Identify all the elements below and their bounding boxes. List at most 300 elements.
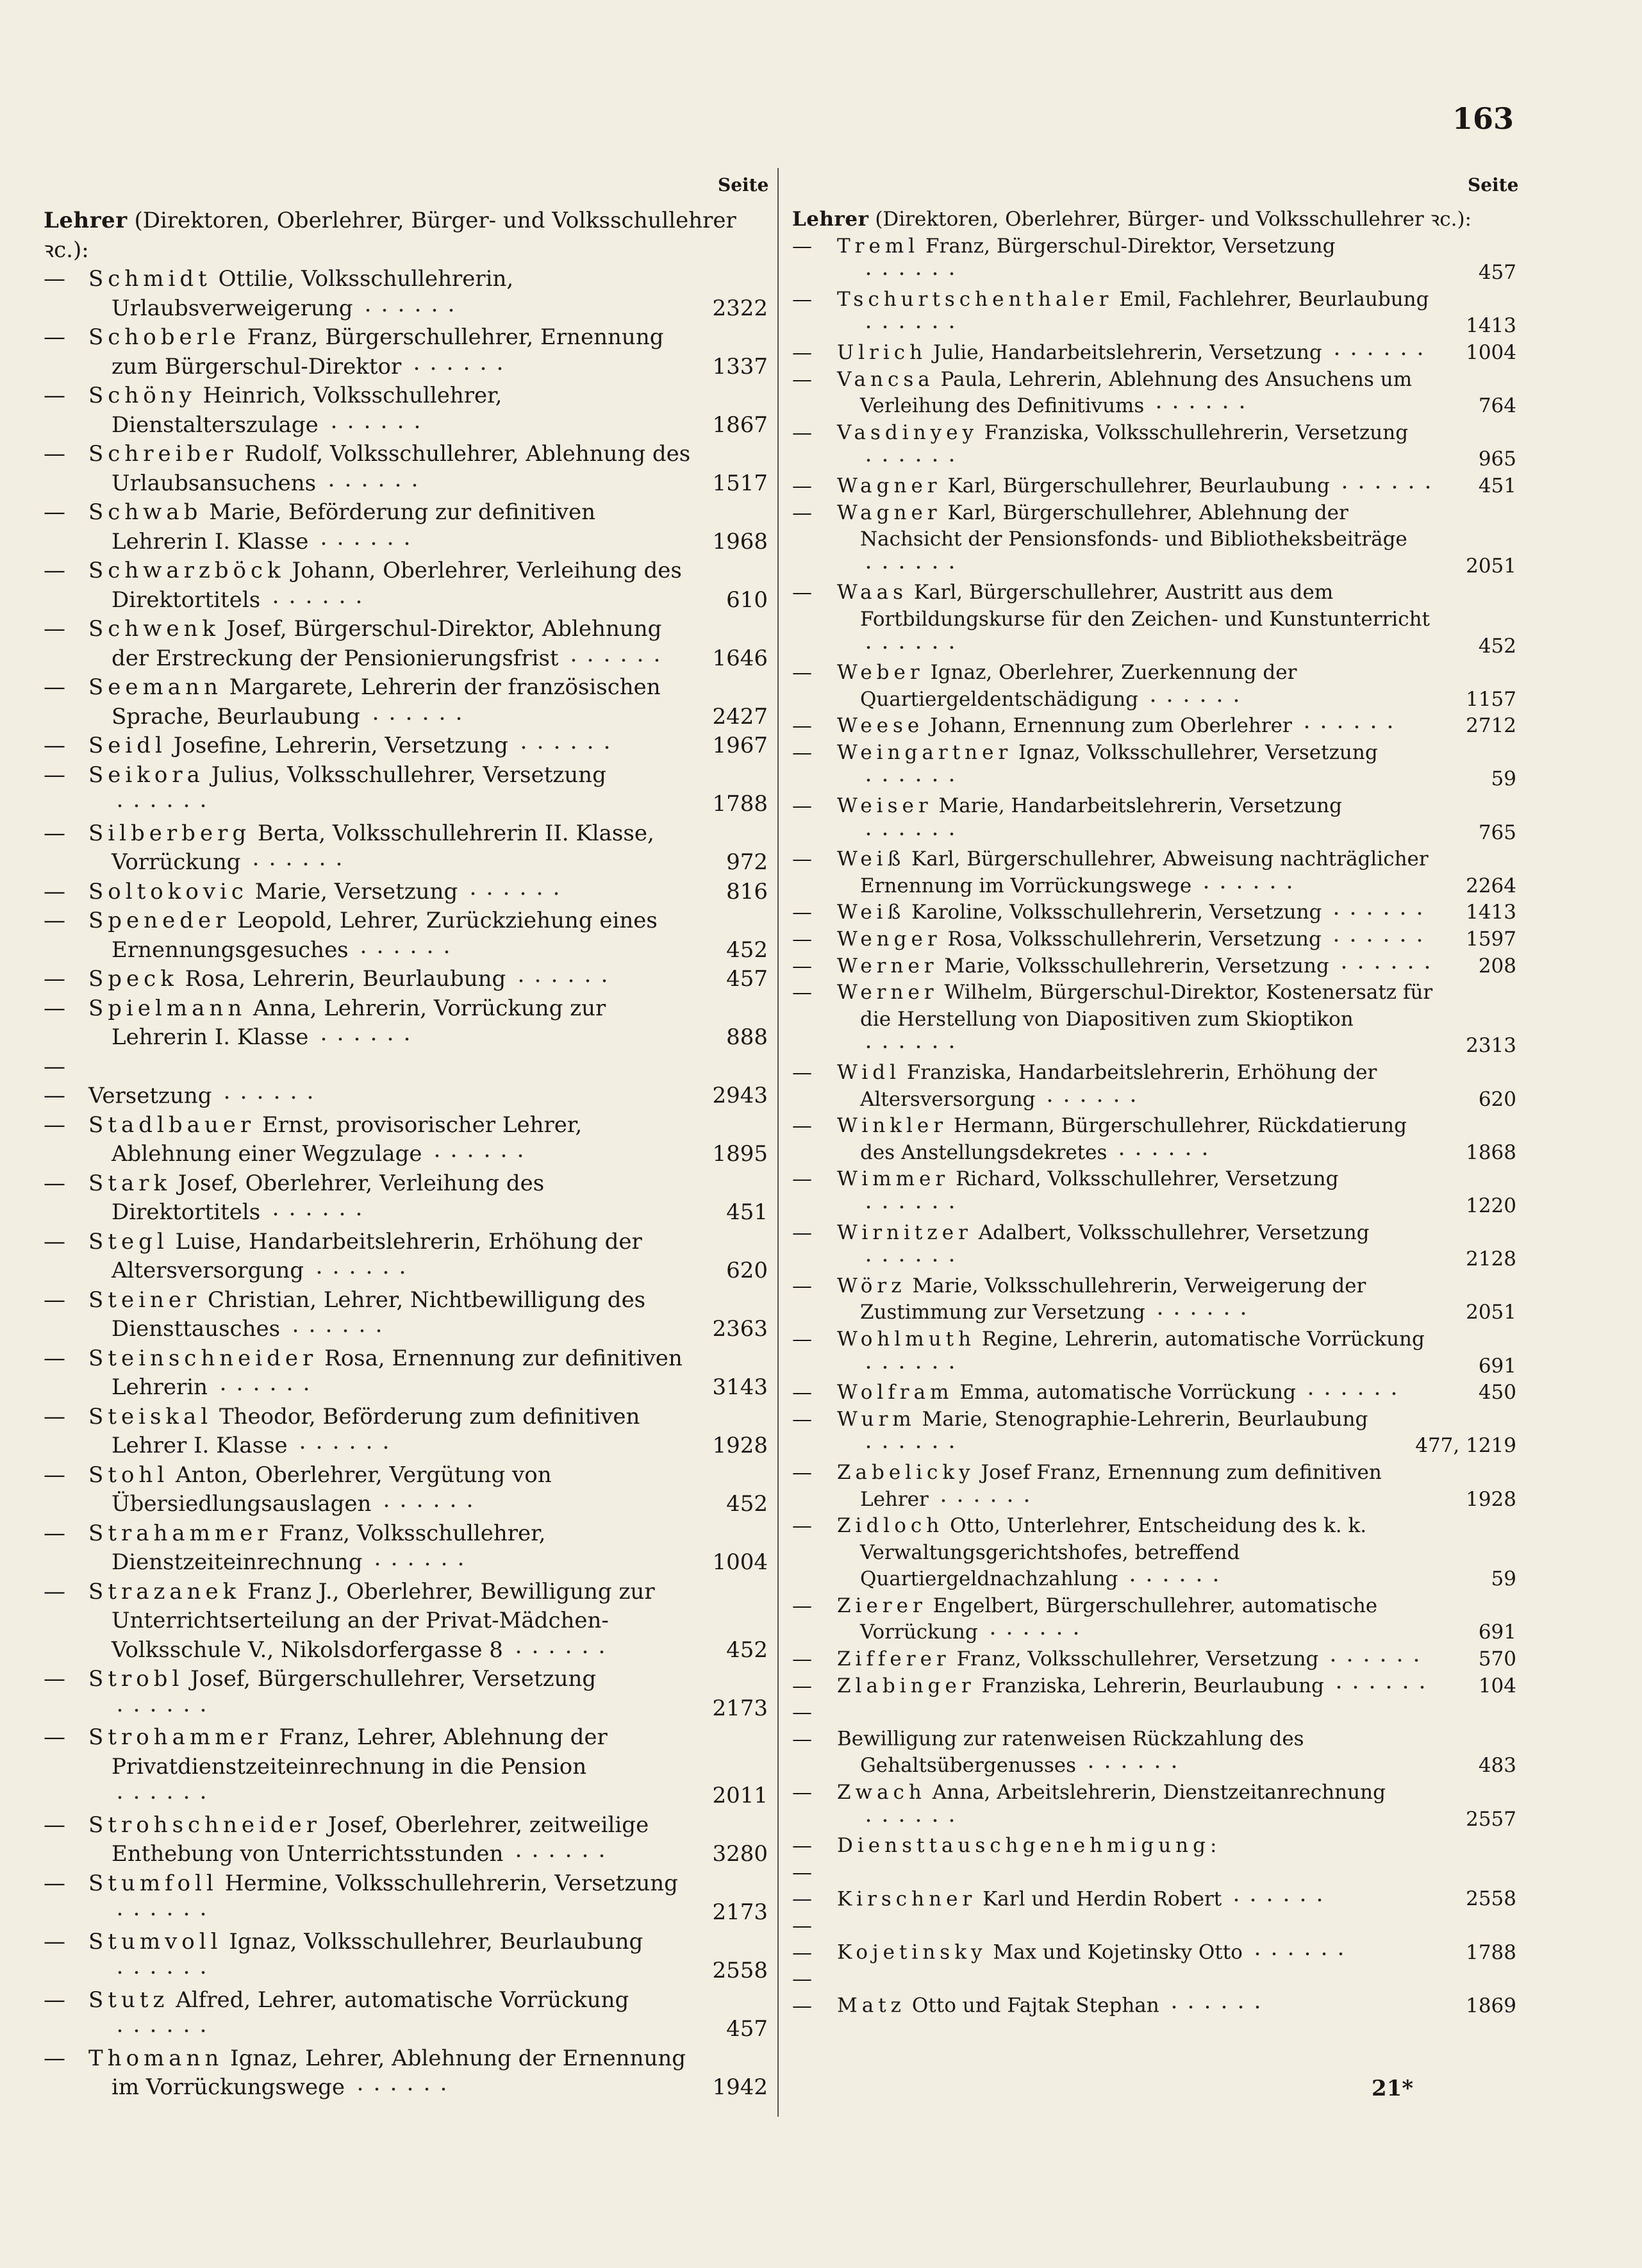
entry-text: Franz, Bürgerschul-Direktor, Versetzung (925, 234, 1336, 258)
dot-leader (860, 1439, 963, 1452)
entry-text: Max und Kojetinsky Otto (993, 1940, 1243, 1964)
page-reference: 2264 (1466, 874, 1516, 897)
entry-dash: — (44, 441, 65, 467)
entry-body (44, 1811, 692, 1869)
entry-text: Leopold, Lehrer, Zurückziehung eines Ernennungsgesuches (112, 908, 658, 963)
entry-surname: Steiner (88, 1287, 201, 1313)
dot-leader (112, 1703, 214, 1715)
entry-dash: — (792, 714, 812, 738)
index-entry (792, 233, 1516, 287)
dot-leader (112, 1790, 214, 1803)
dot-leader (1041, 1093, 1144, 1106)
entry-surname: Stegl (88, 1228, 169, 1255)
dot-leader (112, 1965, 214, 1978)
entry-text: Josef, Bürgerschul-Direktor, Ablehnung der Erstreckung der Pensionierungsfrist (112, 616, 662, 671)
page-reference: 2128 (1466, 1247, 1516, 1271)
index-entry (792, 580, 1516, 660)
entry-surname: Zwach (837, 1781, 926, 1805)
entry-dash: — (792, 928, 812, 951)
entry-dash: — (792, 1167, 812, 1191)
entry-text: Rudolf, Volksschullehrer, Ablehnung des Urlaubsansuchens (112, 441, 691, 496)
entry-dash: — (792, 740, 812, 764)
page-reference: 452 (726, 1491, 768, 1517)
dot-leader (860, 1813, 963, 1826)
dot-leader (1329, 346, 1431, 359)
dot-leader (860, 826, 963, 839)
page-reference: 1895 (712, 1141, 768, 1167)
entry-surname: Speneder (88, 908, 231, 933)
index-entry (792, 1646, 1516, 1673)
page-reference: 208 (1478, 954, 1516, 978)
index-entry (792, 1166, 1516, 1219)
entry-body (792, 980, 1441, 1060)
entry-surname: Tschurtschenthaler (837, 287, 1113, 311)
page-reference: 764 (1478, 394, 1516, 418)
dot-leader (1198, 880, 1300, 892)
page-number: 163 (1452, 101, 1514, 136)
entry-dash: — (44, 1520, 65, 1546)
page-reference: 2558 (712, 1958, 768, 1983)
entry-body (44, 265, 692, 323)
entry-text: Emma, automatische Vorrückung (959, 1381, 1296, 1405)
dot-leader (112, 2023, 214, 2036)
entry-text: Julie, Handarbeitslehrerin, Versetzung (933, 340, 1322, 364)
page-reference: 1220 (1466, 1194, 1516, 1217)
page-reference: 2173 (712, 1899, 768, 1925)
entry-text: Karl, Bürgerschullehrer, Abweisung nachträglicher Ernennung im Vorrückungswege (860, 847, 1429, 897)
dot-leader (287, 1323, 390, 1336)
page-reference: 1413 (1466, 901, 1516, 924)
page-reference: 1646 (712, 645, 768, 671)
entry-surname: Soltokovic (88, 878, 248, 905)
index-entry (44, 761, 768, 819)
entry-text: Josef Franz, Ernennung zum definitiven Lehrer (860, 1460, 1382, 1511)
entry-surname: Strobl (88, 1666, 184, 1692)
dot-leader (1166, 1999, 1268, 2012)
entry-dash: — (792, 1594, 812, 1617)
entry-body (44, 1403, 692, 1461)
entry-surname: Wörz (837, 1274, 906, 1297)
dot-leader (935, 1493, 1038, 1506)
entry-surname: Thomann (88, 2045, 224, 2071)
entry-text: Josefine, Lehrerin, Versetzung (173, 733, 508, 758)
entry-dash: — (792, 901, 812, 924)
index-entry (44, 1461, 768, 1519)
entry-body (792, 1060, 1441, 1113)
entry-text: Richard, Volksschullehrer, Versetzung (956, 1167, 1339, 1191)
entry-body (44, 323, 692, 381)
entry-body (792, 713, 1441, 740)
page-reference: 1968 (712, 528, 768, 554)
entry-text: Rosa, Ernennung zur definitiven Lehrerin (112, 1345, 683, 1400)
page-reference: 2557 (1466, 1807, 1516, 1831)
index-entry (792, 1380, 1516, 1406)
page-reference: 3280 (712, 1841, 768, 1867)
page-reference: 816 (726, 878, 768, 905)
entry-text: Franziska, Volksschullehrerin, Versetzung (984, 421, 1409, 444)
entry-text: Marie, Beförderung zur definitiven Lehrerin I. Klasse (112, 499, 596, 554)
entry-dash: — (792, 794, 812, 818)
index-entry (44, 1665, 768, 1723)
entry-dash: — (44, 908, 65, 933)
index-entry (44, 731, 768, 761)
entry-dash: — (44, 966, 65, 992)
dot-leader (408, 361, 511, 374)
index-entry (792, 1406, 1516, 1460)
entry-body (792, 233, 1441, 287)
dot-leader (510, 1848, 613, 1861)
dot-leader (323, 478, 426, 490)
page-reference: 2322 (712, 295, 768, 321)
entry-text: Franz, Volksschullehrer, Versetzung (956, 1647, 1319, 1671)
page-reference: 2051 (1466, 554, 1516, 578)
index-entry (44, 556, 768, 615)
index-entry (792, 1460, 1516, 1513)
dot-leader (1113, 1146, 1216, 1159)
entry-surname: Schöny (88, 383, 196, 408)
entry-dash: — (792, 340, 812, 364)
entry-surname: Wurm (837, 1407, 916, 1431)
entry-text: Bewilligung zur ratenweisen Rückzahlung des Gehaltsübergenusses (837, 1727, 1304, 1778)
dot-leader (860, 319, 963, 332)
page-reference: 451 (726, 1199, 768, 1225)
entry-body (792, 1780, 1441, 1833)
entry-surname: Waas (837, 581, 908, 605)
index-entry (44, 1869, 768, 1928)
page-reference: 1868 (1466, 1140, 1516, 1164)
entry-dash: — (792, 1781, 812, 1805)
entry-dash: — — (44, 1053, 65, 1108)
dot-leader (112, 1906, 214, 1919)
index-entry (792, 1326, 1516, 1380)
index-entry (44, 994, 768, 1053)
entry-body (792, 1673, 1441, 1700)
index-entry (792, 473, 1516, 500)
entry-dash: — (44, 1345, 65, 1371)
page-reference: 1517 (712, 470, 768, 496)
index-entry (44, 1811, 768, 1869)
index-entry (44, 819, 768, 878)
entry-body (44, 1578, 692, 1665)
index-entry (44, 381, 768, 440)
entry-surname: Wagner (837, 474, 941, 497)
entry-text: Marie, Stenographie-Lehrerin, Beurlaubung (922, 1407, 1368, 1431)
entry-surname: Speck (88, 966, 178, 992)
entry-body (44, 965, 692, 994)
entry-surname: Schmidt (88, 266, 211, 292)
entry-body (792, 580, 1441, 660)
page-reference: 483 (1478, 1754, 1516, 1778)
entry-surname: Spielmann (88, 995, 247, 1021)
index-entry (792, 980, 1516, 1060)
entry-dash: — (792, 981, 812, 1005)
entry-surname: Vasdinyey (837, 421, 979, 444)
dot-leader (1298, 719, 1401, 732)
entry-surname: Strohschneider (88, 1812, 321, 1838)
page-reference: 457 (726, 966, 768, 992)
dot-leader (1336, 479, 1439, 492)
entry-text: Heinrich, Volksschullehrer, Dienstalterszulage (112, 383, 502, 438)
entry-surname: Steinschneider (88, 1345, 318, 1371)
right-intro-text: (Direktoren, Oberlehrer, Bürger- und Volksschullehrer ꝛc.): (875, 208, 1472, 231)
index-entry (44, 1228, 768, 1286)
entry-text: Karl, Bürgerschullehrer, Ablehnung der Nachsicht der Pensionsfonds- und Bibliotheksbeiträge (860, 501, 1407, 551)
entry-surname: Schwarzböck (88, 558, 285, 583)
dot-leader (294, 1440, 397, 1453)
entry-body (792, 420, 1441, 473)
entry-surname: Stark (88, 1170, 172, 1196)
entry-dash: — (792, 1647, 812, 1671)
entry-body (792, 793, 1441, 846)
right-intro (792, 206, 1516, 233)
entry-surname: Kirschner (837, 1887, 977, 1911)
entry-text: Julius, Volksschullehrer, Versetzung (211, 762, 606, 788)
entry-dash: — (792, 1221, 812, 1244)
dot-leader (267, 594, 370, 607)
dot-leader (429, 1148, 531, 1161)
left-column (44, 206, 768, 2103)
entry-surname: Stadlbauer (88, 1112, 256, 1138)
entry-body (44, 1286, 692, 1344)
entry-surname: Strahammer (88, 1520, 272, 1546)
entry-text: Otto, Unterlehrer, Entscheidung des k. k. Verwaltungsgerichtshofes, betreffend Quartiergeldnachzahlung (860, 1514, 1367, 1591)
entry-body (792, 1699, 1441, 1780)
entry-dash: — (792, 421, 812, 444)
entry-text: Marie, Handarbeitslehrerin, Versetzung (938, 794, 1342, 818)
entry-body (792, 1646, 1441, 1673)
entry-dash: — (792, 1327, 812, 1351)
entry-text: Franz, Volksschullehrer, Dienstzeiteinrechnung (112, 1520, 546, 1575)
entry-text: Ignaz, Oberlehrer, Zuerkennung der Quartiergeldentschädigung (860, 661, 1297, 711)
entry-dash: — (792, 1514, 812, 1538)
entry-dash: — (44, 2045, 65, 2071)
index-entry (792, 846, 1516, 899)
page-reference: 451 (1478, 474, 1516, 497)
entry-text: Engelbert, Bürgerschullehrer, automatische Vorrückung (860, 1594, 1378, 1644)
dot-leader (860, 1039, 963, 1052)
entry-surname: Widl (837, 1061, 900, 1084)
dot-leader (984, 1626, 1087, 1638)
entry-surname: Diensttauschgenehmigung: (837, 1834, 1222, 1858)
entry-text: Wilhelm, Bürgerschul-Direktor, Kostenersatz für die Herstellung von Diapositiven zum Skioptikon (860, 981, 1433, 1031)
dot-leader (367, 711, 470, 724)
entry-dash: — — (792, 1701, 812, 1751)
dot-leader (860, 1199, 963, 1212)
entry-text: Hermine, Volksschullehrerin, Versetzung (224, 1870, 678, 1896)
entry-text: Josef, Bürgerschullehrer, Versetzung (190, 1666, 597, 1692)
index-entry (792, 899, 1516, 926)
index-entry (792, 1966, 1516, 2019)
entry-text: Ignaz, Lehrer, Ablehnung der Ernennung im Vorrückungswege (112, 2045, 686, 2100)
dot-leader (1124, 1572, 1227, 1585)
index-entry (792, 1220, 1516, 1273)
entry-dash: — (44, 1170, 65, 1196)
page-reference: 3143 (712, 1374, 768, 1400)
index-entry (792, 713, 1516, 740)
entry-body (792, 1593, 1441, 1646)
entry-body (792, 1166, 1441, 1219)
entry-dash: — (792, 501, 812, 524)
page-reference: 59 (1491, 767, 1516, 791)
page-reference: 610 (726, 587, 768, 613)
page-reference: 2712 (1466, 714, 1516, 738)
entry-text: Marie, Volksschullehrerin, Verweigerung der Zustimmung zur Versetzung (860, 1274, 1366, 1324)
entry-body (792, 660, 1441, 713)
entry-dash: — (44, 499, 65, 525)
page-reference: 691 (1478, 1621, 1516, 1644)
entry-dash: — (44, 1462, 65, 1488)
page-reference: 1597 (1466, 928, 1516, 951)
entry-text: Rosa, Volksschullehrerin, Versetzung (947, 928, 1322, 951)
page-reference: 1788 (1466, 1940, 1516, 1964)
page-reference: 2558 (1466, 1887, 1516, 1911)
entry-surname: Wimmer (837, 1167, 950, 1191)
entry-body (792, 1833, 1441, 1860)
entry-body (792, 287, 1441, 340)
dot-leader (112, 798, 214, 811)
left-intro-text: (Direktoren, Oberlehrer, Bürger- und Volksschullehrer ꝛc.): (44, 208, 736, 263)
page-reference: 1928 (1466, 1487, 1516, 1511)
entry-text: Emil, Fachlehrer, Beurlaubung (1119, 287, 1429, 311)
index-entry (44, 615, 768, 673)
entry-body (792, 1380, 1441, 1406)
entry-dash: — (44, 995, 65, 1021)
page-reference: 452 (1478, 634, 1516, 658)
entry-text: Franz, Bürgerschullehrer, Ernennung zum Bürgerschul-Direktor (112, 324, 664, 379)
dot-leader (315, 536, 418, 549)
entry-surname: Ulrich (837, 340, 927, 364)
entry-body (792, 1113, 1441, 1166)
page-reference: 1967 (712, 733, 768, 758)
entry-body (792, 340, 1441, 367)
entry-text: Franziska, Lehrerin, Beurlaubung (981, 1674, 1324, 1697)
entry-surname: Weese (837, 714, 924, 738)
entry-dash: — (792, 1381, 812, 1405)
page-reference: 2363 (712, 1316, 768, 1342)
right-intro-heading: Lehrer (792, 208, 869, 231)
entry-text: Karl, Bürgerschullehrer, Beurlaubung (947, 474, 1330, 497)
page-reference: 457 (1478, 261, 1516, 285)
left-intro-heading: Lehrer (44, 208, 128, 233)
entry-text: Hermann, Bürgerschullehrer, Rückdatierung des Anstellungsdekretes (860, 1114, 1407, 1164)
index-entry (792, 660, 1516, 713)
page-reference: 2173 (712, 1695, 768, 1721)
dot-leader (1325, 1653, 1427, 1665)
entry-surname: Wirnitzer (837, 1221, 972, 1244)
entry-body (792, 1273, 1441, 1326)
dot-leader (247, 856, 350, 869)
entry-dash: — (792, 1114, 812, 1138)
page-reference: 965 (1478, 447, 1516, 471)
page-reference: 452 (726, 1637, 768, 1663)
entry-dash: — (44, 1578, 65, 1605)
entry-dash: — (44, 1870, 65, 1896)
entry-text: Adalbert, Volksschullehrer, Versetzung (978, 1221, 1370, 1244)
dot-leader (515, 740, 618, 753)
entry-surname: Winkler (837, 1114, 948, 1138)
dot-leader (860, 266, 963, 279)
entry-surname: Seidl (88, 733, 167, 758)
index-entry (792, 287, 1516, 340)
entry-body (44, 615, 692, 673)
entry-text: Anna, Arbeitslehrerin, Dienstzeitanrechnung (932, 1781, 1386, 1805)
index-entry (792, 1513, 1516, 1593)
entry-text: Johann, Oberlehrer, Verleihung des Direktortitels (112, 558, 682, 613)
dot-leader (1152, 1306, 1254, 1319)
left-intro (44, 206, 768, 265)
index-entry (44, 906, 768, 965)
entry-surname: Zabelicky (837, 1460, 975, 1484)
entry-dash: — (792, 474, 812, 497)
entry-body (792, 1966, 1441, 2019)
page-reference: 1867 (712, 412, 768, 438)
entry-dash: — (792, 367, 812, 391)
entry-text: Alfred, Lehrer, automatische Vorrückung (176, 1987, 629, 2013)
dot-leader (267, 1206, 370, 1219)
entry-body (792, 740, 1441, 793)
page-reference: 570 (1478, 1647, 1516, 1671)
entry-text: Rosa, Lehrerin, Beurlaubung (185, 966, 506, 992)
entry-dash: — — (792, 1914, 812, 1964)
dot-leader (1328, 933, 1431, 946)
index-entry (44, 878, 768, 907)
index-entry (792, 1860, 1516, 1913)
index-entry (44, 1286, 768, 1344)
entry-surname: Kojetinsky (837, 1940, 987, 1964)
entry-surname: Strazanek (88, 1578, 241, 1605)
page-reference: 620 (726, 1258, 768, 1283)
index-entry (44, 965, 768, 994)
dot-leader (1150, 399, 1253, 412)
page-reference: 1157 (1466, 687, 1516, 711)
column-divider (777, 168, 779, 2117)
entry-dash: — — (792, 1860, 812, 1911)
entry-surname: Zierer (837, 1594, 927, 1617)
entry-dash: — (792, 234, 812, 258)
index-entry (44, 1986, 768, 2044)
index-entry (44, 1928, 768, 1986)
entry-body (44, 878, 692, 907)
dot-leader (311, 1265, 413, 1278)
entry-body (44, 731, 692, 761)
index-entry (792, 1833, 1516, 1860)
entry-body (792, 473, 1441, 500)
entry-dash: — (44, 266, 65, 292)
index-entry (792, 740, 1516, 793)
left-column-seite-label: Seite (718, 174, 769, 196)
dot-leader (860, 640, 963, 653)
page-reference: 2943 (712, 1083, 768, 1108)
page-reference: 1869 (1466, 1994, 1516, 2017)
entry-text: Marie, Volksschullehrerin, Versetzung (944, 954, 1329, 978)
entry-text: Luise, Handarbeitslehrerin, Erhöhung der Altersversorgung (112, 1228, 642, 1283)
entry-dash: — (792, 1834, 812, 1858)
entry-surname: Vancsa (837, 367, 934, 391)
entry-body (44, 556, 692, 615)
dot-leader (860, 453, 963, 465)
entry-dash: — (44, 1112, 65, 1138)
entry-body (792, 1326, 1441, 1380)
entry-surname: Matz (837, 1994, 906, 2017)
entry-body (792, 367, 1441, 420)
index-entry (44, 1169, 768, 1228)
entry-body (44, 906, 692, 965)
entry-text: Christian, Lehrer, Nichtbewilligung des Diensttausches (112, 1287, 646, 1342)
entry-body (44, 381, 692, 440)
dot-leader (1145, 693, 1247, 706)
page-reference: 972 (726, 849, 768, 875)
page-reference: 1928 (712, 1433, 768, 1458)
